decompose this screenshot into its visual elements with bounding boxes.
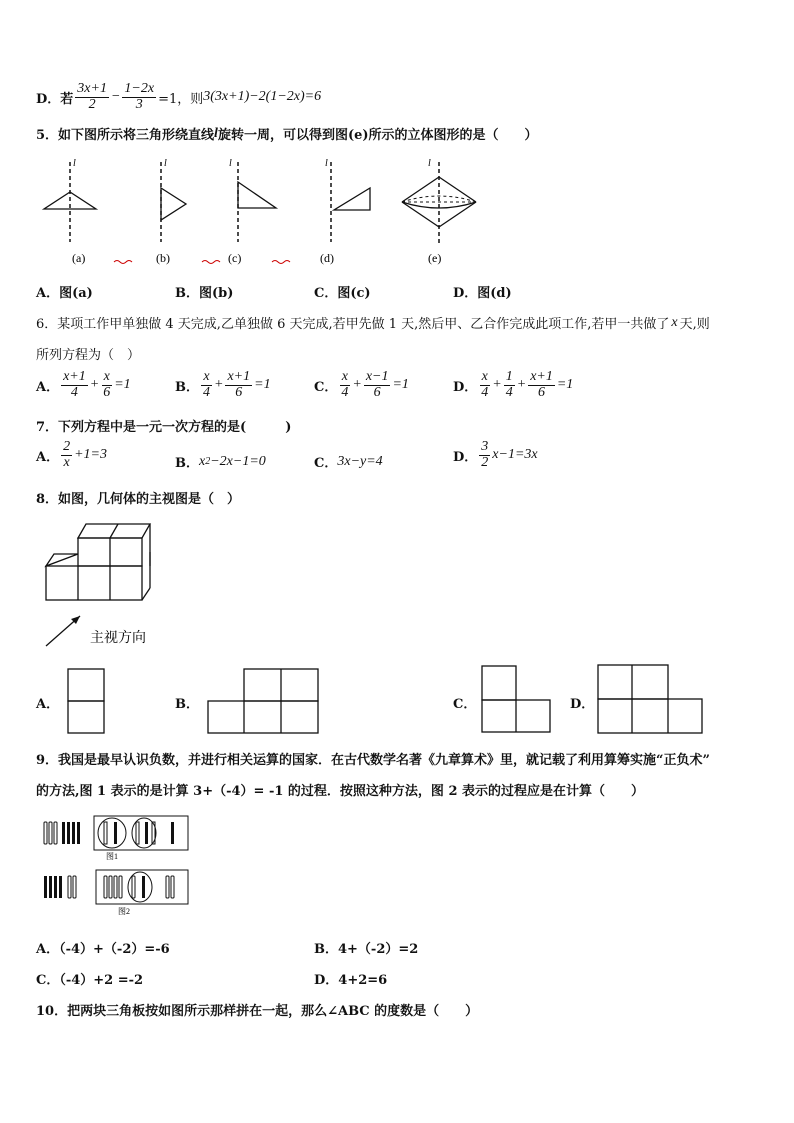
- q7-d-den: 2: [481, 454, 489, 470]
- q6-b-frac1: [201, 370, 212, 400]
- q6-a-op: +: [89, 377, 100, 393]
- q7-b-expr-b: −2x−1=0: [210, 453, 266, 469]
- q6-option-b: [175, 370, 271, 400]
- q5-stem-rest: 旋转一周，可以得到图(e)所示的立体图形的是（ ）: [217, 128, 538, 143]
- q5-stem: [36, 124, 538, 143]
- q8-option-a-label: A．: [36, 697, 60, 712]
- q6-a-d2: 6: [103, 384, 111, 400]
- q9-option-c: C．（-4）+2 =-2: [36, 973, 144, 988]
- q7-a-num: 2: [63, 439, 71, 454]
- q6-a-n1: x+1: [63, 369, 86, 384]
- q9-counting-rods-figures: [40, 812, 200, 922]
- q8-option-d-label: D．: [570, 697, 595, 712]
- q6-d-label: D．: [453, 379, 478, 395]
- q6-d-d2: 4: [505, 384, 513, 400]
- q9-figure-2: [44, 870, 188, 916]
- q5-label-d: (d): [320, 251, 334, 265]
- q9-stem-line2: 的方法,图 1 表示的是计算 3+（-4）= -1 的过程．按照这种方法，图 2 表示的过程应是在计算（ ）: [36, 784, 645, 799]
- q6-a-n2: x: [103, 369, 110, 384]
- q5-stem-l: l: [214, 125, 218, 141]
- q4-den-2: 3: [135, 96, 143, 112]
- q6-d-d3: 6: [538, 384, 546, 400]
- q6-d-frac3: [528, 370, 555, 400]
- q6-c-frac2: [364, 370, 391, 400]
- q6-d-n2: 1: [505, 369, 513, 384]
- q5-figure-c: [229, 158, 276, 242]
- q8-stem: 8．如图，几何体的主视图是（ ）: [36, 492, 241, 507]
- q6-d-d1: 4: [481, 384, 489, 400]
- q4-result: 3(3x+1)−2(1−2x)=6: [203, 89, 322, 105]
- q6-c-n2: x−1: [365, 369, 389, 384]
- q8-option-b-label: B．: [175, 697, 199, 712]
- q4-num-2: 1−2x: [124, 81, 155, 96]
- q6-b-frac2: [225, 370, 252, 400]
- q9-option-d: D．4+2=6: [314, 973, 388, 988]
- q5-figure-b: [161, 158, 186, 242]
- q6-stem-line2: 所列方程为（ ）: [36, 348, 141, 363]
- q5-label-b: (b): [156, 251, 170, 265]
- q5-option-a: A．图(a): [36, 286, 93, 301]
- q9-option-b: B．4+（-2）=2: [314, 942, 419, 957]
- q5-figures: [30, 152, 500, 272]
- q8-solid-figure: [40, 518, 170, 650]
- q5-axis-label-b: l: [164, 158, 167, 169]
- q7-option-c: [314, 452, 383, 471]
- q7-a-frac: [61, 440, 72, 470]
- q5-figure-d: [325, 158, 370, 242]
- q9-fig2-caption: 图2: [118, 907, 130, 916]
- q4-option-d: [36, 82, 321, 112]
- q5-axis-label-c: l: [229, 158, 232, 169]
- q6-d-frac1: [479, 370, 490, 400]
- q6-a-label: A．: [36, 379, 60, 395]
- q6-c-d1: 4: [341, 384, 349, 400]
- q5-option-c: C．图(c): [314, 286, 371, 301]
- q8-direction-label: 主视方向: [90, 631, 146, 646]
- q7-b-label: B．: [175, 456, 199, 471]
- q6-stem-tail: 天,则: [679, 317, 710, 332]
- q6-a-frac2: [101, 370, 112, 400]
- q4-d-label: D．若: [36, 91, 74, 107]
- q7-stem: 7．下列方程中是一元一次方程的是( ): [36, 420, 292, 435]
- q9-fig1-caption: 图1: [106, 852, 118, 861]
- q7-a-label: A．: [36, 449, 60, 465]
- q6-stem-line1: [36, 313, 710, 332]
- q5-option-b: B．图(b): [175, 286, 234, 301]
- q7-option-a: [36, 440, 107, 470]
- q6-b-op: +: [214, 377, 224, 393]
- q4-num-1: 3x+1: [77, 81, 107, 96]
- q8-option-a-figure: [66, 667, 108, 737]
- q5-axis-label-a: l: [73, 158, 76, 169]
- q4-fraction-1: [75, 82, 109, 112]
- q6-c-n1: x: [341, 369, 348, 384]
- q6-d-eq: =1: [556, 377, 574, 393]
- q4-fraction-2: [122, 82, 156, 112]
- q5-label-c: (c): [228, 251, 242, 265]
- q6-option-a: [36, 370, 131, 400]
- q6-a-frac1: [61, 370, 88, 400]
- q6-d-n1: x: [481, 369, 488, 384]
- q6-b-eq: =1: [254, 377, 271, 393]
- q6-c-frac1: [339, 370, 350, 400]
- q6-d-frac2: [504, 370, 515, 400]
- q6-stem-text: 6．某项工作甲单独做 4 天完成,乙单独做 6 天完成,若甲先做 1 天,然后甲、乙合作完成此项工作,若甲一共做了: [36, 317, 670, 332]
- q7-a-den: x: [63, 454, 70, 470]
- q9-figure-1: [44, 816, 188, 861]
- q6-stem-x: x: [671, 314, 678, 330]
- q7-d-num: 3: [481, 439, 489, 454]
- q7-d-label: D．: [453, 449, 478, 465]
- q7-option-d: [453, 440, 538, 470]
- q9-stem-line1: 9．我国是最早认识负数，并进行相关运算的国家．在古代数学名著《九章算术》里，就记载了利用算筹实施“正负术”: [36, 753, 711, 768]
- q4-den-1: 2: [88, 96, 96, 112]
- q6-c-label: C．: [314, 379, 338, 395]
- q6-c-d2: 6: [373, 384, 381, 400]
- q4-eq-text: =1，则: [158, 91, 204, 107]
- q6-d-op1: +: [492, 377, 502, 393]
- q6-option-c: [314, 370, 409, 400]
- q6-b-d2: 6: [235, 384, 243, 400]
- q8-option-d-figure: [596, 663, 704, 737]
- q4-minus: −: [110, 89, 121, 105]
- q9-option-a: A．（-4）+（-2）=-6: [36, 942, 170, 957]
- q6-c-eq: =1: [392, 377, 409, 393]
- q5-option-d: D．图(d): [453, 286, 512, 301]
- q6-b-n1: x: [203, 369, 210, 384]
- q5-figure-e: [402, 158, 476, 244]
- q7-c-expr: 3x−y=4: [337, 453, 383, 469]
- q5-figure-a: [44, 158, 96, 242]
- q7-b-expr-a: x: [199, 453, 206, 469]
- q5-stem-text: 5．如下图所示将三角形绕直线: [36, 128, 215, 143]
- q6-d-n3: x+1: [530, 369, 553, 384]
- q5-axis-label-d: l: [325, 158, 328, 169]
- q8-option-b-figure: [206, 667, 320, 737]
- q6-b-label: B．: [175, 379, 199, 395]
- q6-option-d: [453, 370, 573, 400]
- q10-stem: 10．把两块三角板按如图所示那样拼在一起，那么∠ABC 的度数是（ ）: [36, 1004, 479, 1019]
- q7-option-b: [175, 452, 266, 471]
- q6-a-eq: =1: [114, 377, 131, 393]
- q7-c-label: C．: [314, 456, 338, 471]
- q6-a-d1: 4: [70, 384, 78, 400]
- q7-d-rest: x−1=3x: [492, 447, 538, 463]
- q7-b-sup: 2: [205, 456, 211, 467]
- q8-option-c-label: C．: [453, 697, 477, 712]
- q5-label-a: (a): [72, 251, 86, 265]
- q6-b-d1: 4: [203, 384, 210, 400]
- q6-c-op: +: [352, 377, 362, 393]
- q6-b-n2: x+1: [227, 369, 251, 384]
- q5-label-e: (e): [428, 251, 442, 265]
- q8-option-c-figure: [480, 664, 554, 736]
- q7-d-frac: [479, 440, 490, 470]
- q5-axis-label-e: l: [428, 158, 431, 169]
- q6-d-op2: +: [516, 377, 527, 393]
- q7-a-rest: +1=3: [74, 447, 107, 463]
